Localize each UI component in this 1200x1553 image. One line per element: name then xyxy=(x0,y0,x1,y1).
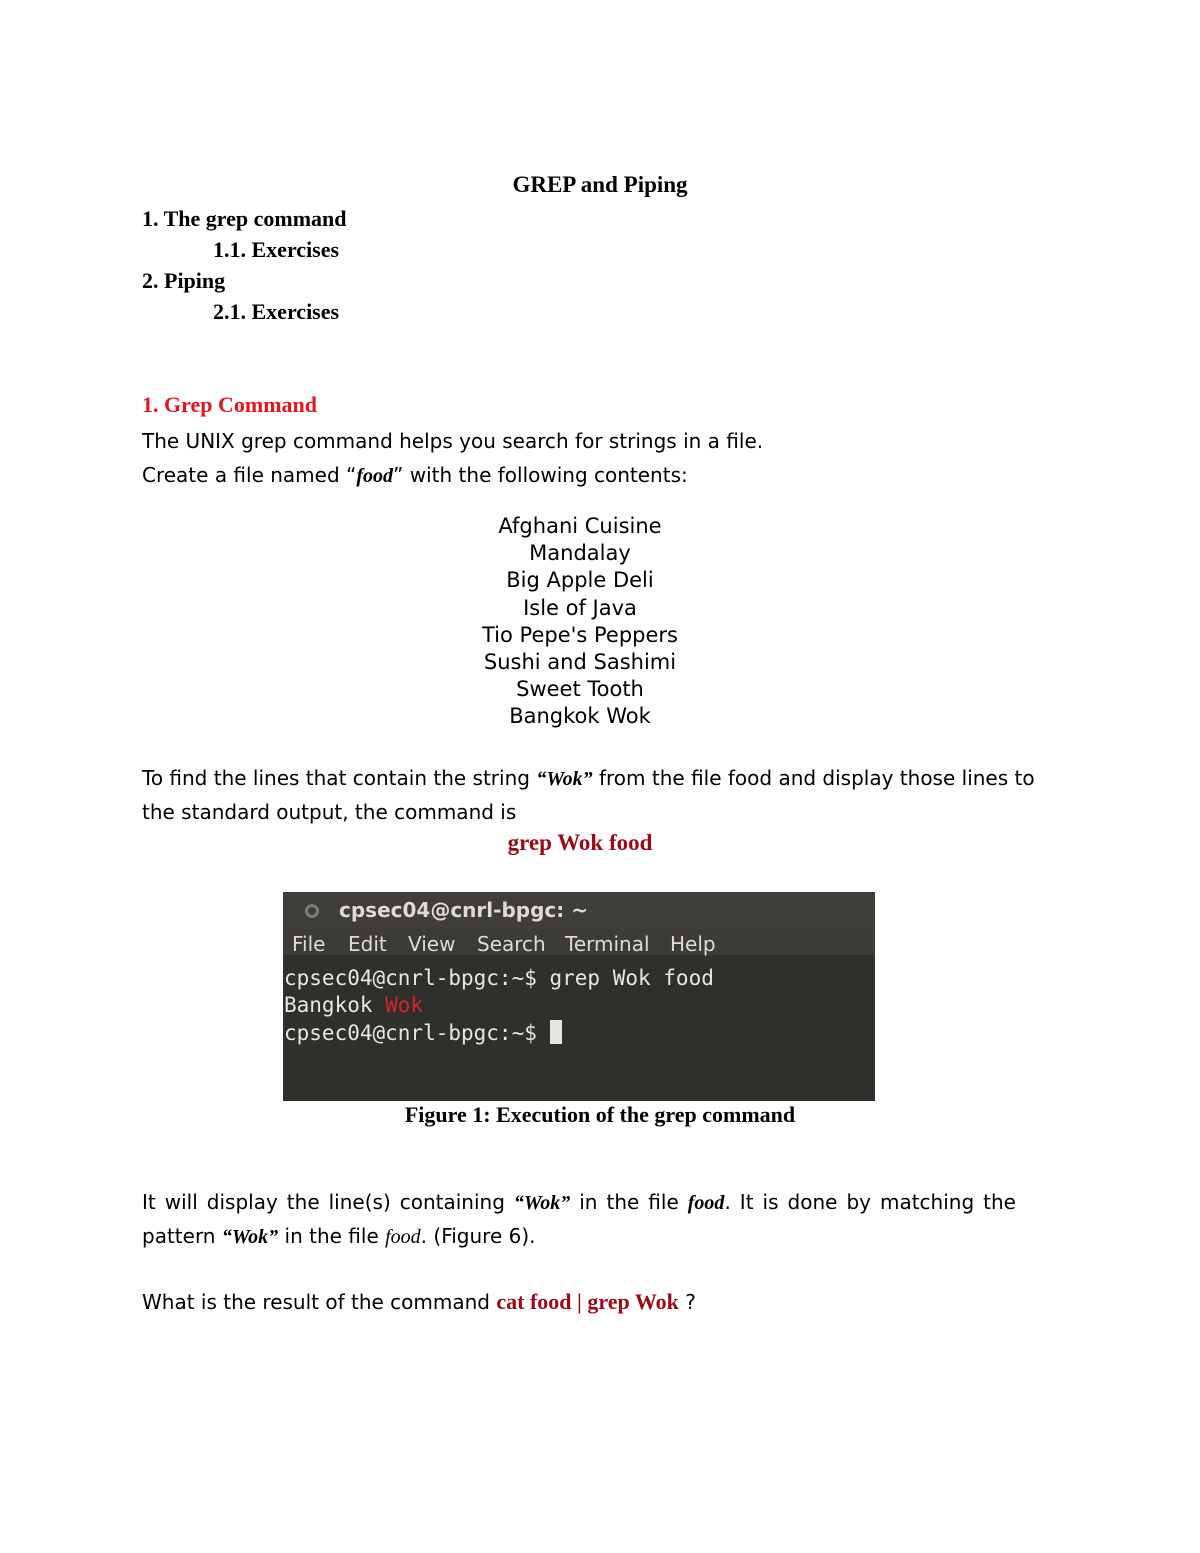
explain-string: “Wok” xyxy=(513,1192,571,1214)
explain-text: pattern xyxy=(142,1224,222,1248)
page-title: GREP and Piping xyxy=(512,172,688,197)
list-item: Sweet Tooth xyxy=(516,677,644,702)
terminal-window xyxy=(283,892,875,1101)
list-item: Tio Pepe's Peppers xyxy=(481,622,678,647)
toc-item-1-1: 1.1. Exercises xyxy=(213,237,340,262)
explain-text: in the file xyxy=(570,1190,688,1214)
close-icon[interactable] xyxy=(303,902,321,920)
toc-item-1: 1. The grep command xyxy=(142,206,347,231)
explain-text: It will display the line(s) containing xyxy=(142,1190,514,1214)
terminal-line-3 xyxy=(284,1020,562,1045)
list-item: Mandalay xyxy=(529,541,631,566)
intro-line-2 xyxy=(142,458,688,493)
find-line-1 xyxy=(142,761,1035,796)
find-text: To find the lines that contain the string xyxy=(142,766,537,790)
menu-view[interactable]: View xyxy=(408,932,456,956)
match-highlight: Wok xyxy=(385,993,424,1017)
explain-text: in the file xyxy=(278,1224,386,1248)
menu-terminal[interactable]: Terminal xyxy=(565,932,650,956)
menu-file[interactable]: File xyxy=(292,932,326,956)
section-heading: 1. Grep Command xyxy=(142,392,317,417)
grep-command: grep Wok food xyxy=(507,830,653,855)
intro-text: Create a file named “ xyxy=(142,463,357,487)
intro-line-1: The UNIX grep command helps you search for strings in a file. xyxy=(142,429,764,453)
terminal-line-1: cpsec04@cnrl-bpgc:~$ grep Wok food xyxy=(284,966,714,990)
file-name: food xyxy=(356,465,394,487)
explain-file: food xyxy=(687,1192,725,1214)
menu-search[interactable]: Search xyxy=(477,932,546,956)
intro-text-end: ” with the following contents: xyxy=(393,463,688,487)
output-text: Bangkok xyxy=(284,993,386,1017)
prompt-text: cpsec04@cnrl-bpgc:~$ xyxy=(284,1021,550,1045)
menu-help[interactable]: Help xyxy=(670,932,716,956)
explain-line-2 xyxy=(142,1219,536,1254)
list-item: Bangkok Wok xyxy=(509,704,651,729)
explain-text: . (Figure 6). xyxy=(420,1224,536,1248)
terminal-title: cpsec04@cnrl-bpgc: ~ xyxy=(339,898,588,922)
explain-text: . It is done by matching the xyxy=(724,1190,1016,1214)
terminal-cursor xyxy=(550,1020,562,1044)
toc-item-2-1: 2.1. Exercises xyxy=(213,299,340,324)
explain-file: food xyxy=(385,1226,421,1248)
menu-edit[interactable]: Edit xyxy=(348,932,387,956)
question-text: What is the result of the command xyxy=(142,1290,497,1314)
find-text-end: from the file food and display those lines to xyxy=(592,766,1035,790)
find-line-2: the standard output, the command is xyxy=(142,800,517,824)
explain-line-1 xyxy=(142,1185,1016,1220)
question-command: cat food | grep Wok xyxy=(496,1289,679,1314)
list-item: Big Apple Deli xyxy=(506,568,654,593)
question xyxy=(142,1285,696,1319)
find-string: “Wok” xyxy=(536,768,593,790)
list-item: Sushi and Sashimi xyxy=(483,650,677,675)
list-item: Isle of Java xyxy=(523,595,637,620)
toc-item-2: 2. Piping xyxy=(142,268,226,293)
list-item: Afghani Cuisine xyxy=(498,514,662,538)
explain-string: “Wok” xyxy=(221,1226,279,1248)
figure-caption: Figure 1: Execution of the grep command xyxy=(404,1102,796,1127)
terminal-line-2 xyxy=(284,993,423,1017)
question-mark: ? xyxy=(678,1290,696,1314)
food-list xyxy=(0,513,1160,731)
